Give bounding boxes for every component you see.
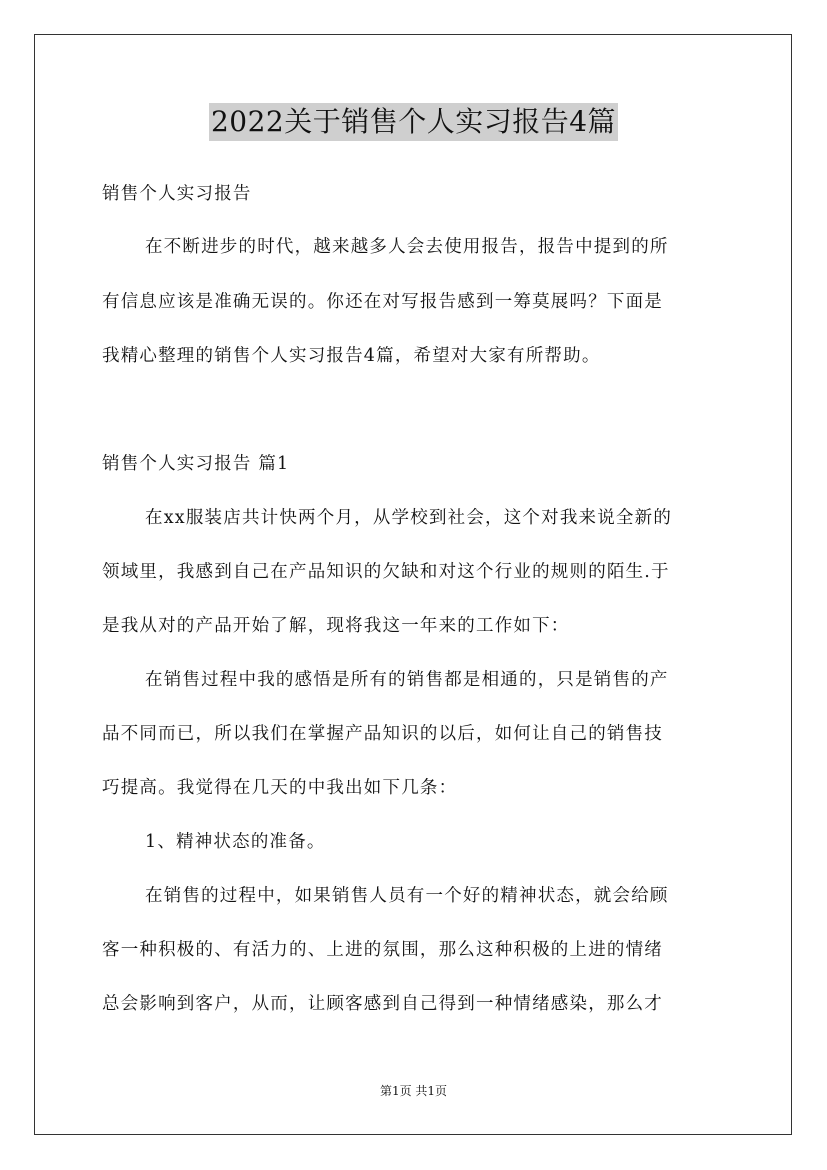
paragraph-line: 品不同而已，所以我们在掌握产品知识的以后，如何让自己的销售技 — [102, 724, 663, 744]
paragraph-line: 在销售过程中我的感悟是所有的销售都是相通的，只是销售的产 — [145, 670, 669, 690]
section-heading: 销售个人实习报告 篇1 — [102, 454, 290, 474]
paragraph-line: 是我从对的产品开始了解，现将我这一年来的工作如下： — [102, 616, 570, 636]
list-item-heading: 1、精神状态的准备。 — [145, 832, 326, 852]
paragraph-line: 巧提高。我觉得在几天的中我出如下几条： — [102, 778, 458, 798]
paragraph-line: 客一种积极的、有活力的、上进的氛围，那么这种积极的上进的情绪 — [102, 940, 663, 960]
paragraph-line: 我精心整理的销售个人实习报告4篇，希望对大家有所帮助。 — [102, 346, 601, 366]
paragraph-line: 在销售的过程中，如果销售人员有一个好的精神状态，就会给顾 — [145, 886, 669, 906]
paragraph-line: 在xx服装店共计快两个月，从学校到社会，这个对我来说全新的 — [145, 508, 673, 528]
document-title: 2022关于销售个人实习报告4篇 — [209, 103, 618, 141]
paragraph-line: 有信息应该是准确无误的。你还在对写报告感到一筹莫展吗？下面是 — [102, 292, 663, 312]
paragraph-line: 领域里，我感到自己在产品知识的欠缺和对这个行业的规则的陌生.于 — [102, 562, 670, 582]
page-footer: 第1页 共1页 — [379, 1084, 448, 1098]
section-heading: 销售个人实习报告 — [102, 184, 252, 204]
paragraph-line: 总会影响到客户，从而，让顾客感到自己得到一种情绪感染，那么才 — [102, 994, 663, 1014]
title-container — [0, 103, 827, 141]
paragraph-line: 在不断进步的时代，越来越多人会去使用报告，报告中提到的所 — [145, 237, 669, 257]
